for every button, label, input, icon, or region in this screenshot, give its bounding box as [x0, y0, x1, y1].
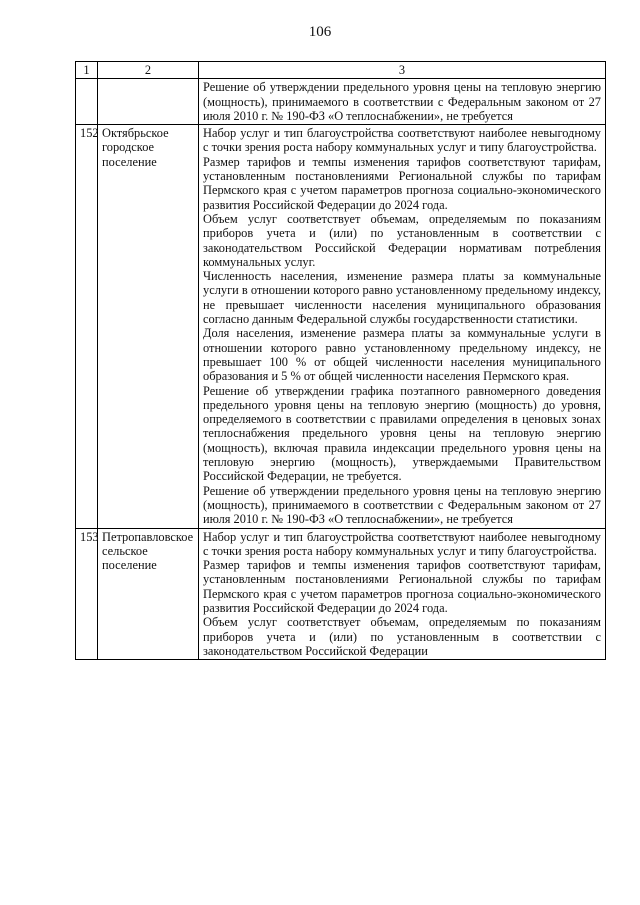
document-table: [75, 61, 606, 660]
paragraph: Объем услуг соответствует объемам, определяемым по показаниям приборов учета и (или) по установленным в соответствии с законодательством Российской Федерации нормативам потребления коммунальных услуг.: [203, 211, 601, 269]
paragraph: Доля населения, изменение размера платы за коммунальные услуги в отношении которого равно установленному предельному индексу, не превышает 100 % от общей численности населения муниципального образования и 5 % от общей численности населения Пермского края.: [203, 326, 601, 384]
row-number: [76, 79, 98, 125]
table-row: [76, 528, 606, 660]
row-description: [199, 528, 606, 660]
paragraph: Размер тарифов и темпы изменения тарифов соответствуют тарифам, установленным постановлениями Региональной службы по тарифам Пермского края с учетом параметров прогноза социально-экономического развития Российской Федерации до 2024 года.: [203, 154, 601, 212]
settlement-name: [98, 79, 199, 125]
paragraph: Набор услуг и тип благоустройства соответствуют наиболее невыгодному с точки зрения роста набору коммунальных услуг и типу благоустройства.: [203, 126, 601, 155]
table-row: [76, 125, 606, 528]
settlement-name: Октябрьское городское поселение: [98, 125, 199, 528]
header-cell-3: 3: [199, 62, 606, 79]
row-number: 152: [76, 125, 98, 528]
paragraph: Решение об утверждении предельного уровня цены на тепловую энергию (мощность), принимаемого в соответствии с Федеральным законом от 27 июля 2010 г. № 190-ФЗ «О теплоснабжении», не требуется: [203, 80, 601, 123]
settlement-name: Петропавловское сельское поселение: [98, 528, 199, 660]
page-number: 106: [308, 24, 332, 40]
table-row: [76, 79, 606, 125]
paragraph: Решение об утверждении графика поэтапного равномерного доведения предельного уровня цены на тепловую энергию (мощность) до уровня, определяемого в соответствии с правилами определения в ценовых зонах теплоснабжения предельного уровня цены на тепловую энергию (мощность), включая правила индексации предельного уровня цены на тепловую энергию (мощность), утверждаемыми Правительством Российской Федерации, не требуется.: [203, 383, 601, 484]
paragraph: Набор услуг и тип благоустройства соответствуют наиболее невыгодному с точки зрения роста набору коммунальных услуг и типу благоустройства.: [203, 529, 601, 558]
paragraph: Размер тарифов и темпы изменения тарифов соответствуют тарифам, установленным постановлениями Региональной службы по тарифам Пермского края с учетом параметров прогноза социально-экономического развития Российской Федерации до 2024 года.: [203, 558, 601, 615]
paragraph: Объем услуг соответствует объемам, определяемым по показаниям приборов учета и (или) по установленным в соответствии с законодательством Российской Федерации: [203, 615, 601, 658]
table-header-row: [76, 62, 606, 79]
paragraph: Численность населения, изменение размера платы за коммунальные услуги в отношении которого равно установленному предельному индексу, не превышает численности населения муниципального образования согласно данным Федеральной службы государственности статистики.: [203, 269, 601, 327]
row-description: [199, 125, 606, 528]
paragraph: Решение об утверждении предельного уровня цены на тепловую энергию (мощность), принимаемого в соответствии с Федеральным законом от 27 июля 2010 г. № 190-ФЗ «О теплоснабжении», не требуется: [203, 483, 601, 527]
row-number: 153: [76, 528, 98, 660]
header-cell-1: 1: [76, 62, 98, 79]
header-cell-2: 2: [98, 62, 199, 79]
row-description: [199, 79, 606, 125]
